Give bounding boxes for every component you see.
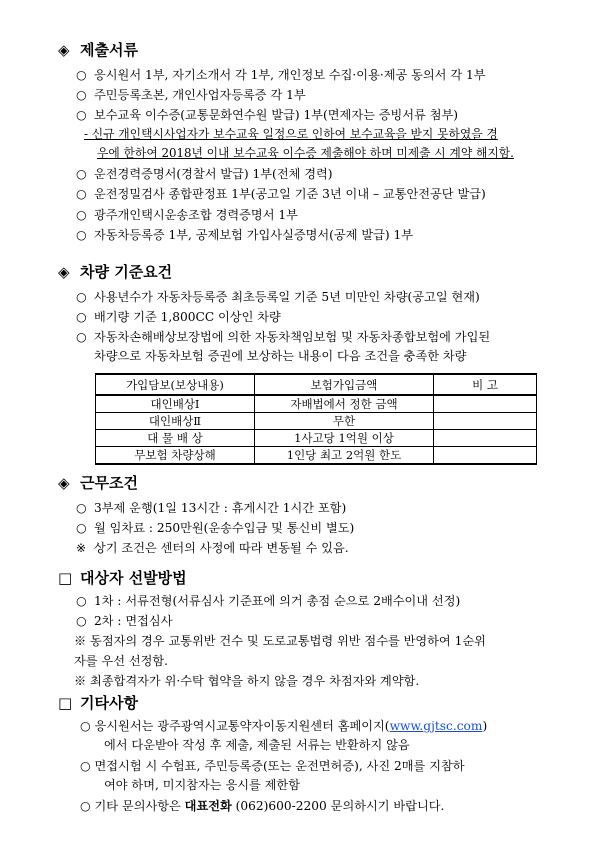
phone-label: 대표전화 — [184, 799, 232, 813]
square-marker-icon: □ — [58, 569, 73, 587]
table-cell: 대인배상Ⅰ — [96, 395, 255, 413]
notice-line: 우에 한하여 2018년 이내 보수교육 이수증 제출해야 하며 미제출 시 계약 해지함. — [97, 146, 514, 160]
section-title-work: ◈ 근무조건 — [58, 474, 138, 492]
insurance-table — [95, 373, 537, 465]
square-marker-icon: □ — [58, 694, 73, 712]
list-item-continuation: 에서 다운받아 작성 후 제출, 제출된 서류는 반환하지 않음 — [104, 738, 410, 752]
list-item: ○ 자동차등록증 1부, 공제보험 가입사실증명서(공제 발급) 1부 — [76, 228, 414, 242]
list-item: ○ 응시원서는 광주광역시교통약자이동지원센터 홈페이지(www.gjtsc.com) — [80, 719, 488, 733]
list-item: ○ 광주개인택시운송조합 경력증명서 1부 — [76, 208, 298, 222]
table-cell: 1사고당 1억원 이상 — [255, 430, 434, 447]
list-item: ○ 기타 문의사항은 대표전화 (062)600-2200 문의하시기 바랍니다. — [80, 799, 445, 813]
list-item: ○ 주민등록초본, 개인사업자등록증 각 1부 — [76, 88, 306, 102]
table-row — [96, 430, 537, 447]
diamond-marker-icon: ◈ — [58, 263, 70, 281]
table-header-cell: 보험가입금액 — [255, 374, 434, 395]
list-item: ○ 1차 : 서류전형(서류심사 기준표에 의거 총점 순으로 2배수이내 선정) — [76, 594, 461, 608]
homepage-link[interactable]: www.gjtsc.com — [389, 719, 483, 733]
section-title-documents: ◈ 제출서류 — [58, 41, 138, 59]
section-title-selection: □ 대상자 선발방법 — [58, 569, 187, 587]
notice-line: - 신규 개인택시사업자가 보수교육 일정으로 인하여 보수교육을 받지 못하였을 경 — [84, 127, 498, 141]
table-header-cell: 가입담보(보상내용) — [96, 374, 255, 395]
table-cell — [434, 413, 537, 430]
list-item: ○ 응시원서 1부, 자기소개서 각 1부, 개인정보 수집·이용·제공 동의서 각 1부 — [76, 68, 486, 82]
list-item: ○ 운전경력증명서(경찰서 발급) 1부(전체 경력) — [76, 167, 333, 181]
list-item: ○ 3부제 운행(1일 13시간 : 휴게시간 1시간 포함) — [76, 501, 347, 515]
table-cell — [434, 447, 537, 465]
table-row — [96, 447, 537, 465]
list-item: ※ 상기 조건은 센터의 사정에 따라 변동될 수 있음. — [76, 541, 349, 555]
list-item: ○ 운전정밀검사 종합판정표 1부(공고일 기준 3년 이내 – 교통안전공단 발급) — [76, 187, 486, 201]
diamond-marker-icon: ◈ — [58, 41, 70, 59]
section-title-vehicle: ◈ 차량 기준요건 — [58, 263, 173, 281]
table-cell: 1인당 최고 2억원 한도 — [255, 447, 434, 465]
table-cell: 자배법에서 정한 금액 — [255, 395, 434, 413]
list-item: ○ 면접시험 시 수험표, 주민등록증(또는 운전면허증), 사진 2매를 지참하 — [80, 759, 465, 773]
table-cell: 대인배상Ⅱ — [96, 413, 255, 430]
note-line: ※ 동점자의 경우 교통위반 건수 및 도로교통법령 위반 점수를 반영하여 1순위 — [74, 634, 486, 648]
list-item: ○ 사용년수가 자동차등록증 최초등록일 기준 5년 미만인 차량(공고일 현재) — [76, 290, 480, 304]
table-cell — [434, 395, 537, 413]
table-cell: 무한 — [255, 413, 434, 430]
list-item: ○ 보수교육 이수증(교통문화연수원 발급) 1부(면제자는 증빙서류 첨부) — [76, 108, 459, 122]
diamond-marker-icon: ◈ — [58, 474, 70, 492]
table-header-cell: 비 고 — [434, 374, 537, 395]
section-title-other: □ 기타사항 — [58, 694, 138, 712]
list-item-continuation: 여야 하며, 미지참자는 응시를 제한함 — [104, 778, 300, 792]
table-row — [96, 395, 537, 413]
table-row — [96, 413, 537, 430]
list-item: ○ 배기량 기준 1,800CC 이상인 차량 — [76, 310, 281, 324]
list-item: ○ 2차 : 면접심사 — [76, 614, 173, 628]
table-cell: 대 물 배 상 — [96, 430, 255, 447]
list-item: ○ 월 임차료 : 250만원(운송수입금 및 통신비 별도) — [76, 521, 355, 535]
table-cell — [434, 430, 537, 447]
note-line: ※ 최종합격자가 위·수탁 협약을 하지 않을 경우 차점자와 계약함. — [74, 674, 420, 688]
list-item: ○ 자동차손해배상보장법에 의한 자동차책임보험 및 자동차종합보험에 가입된 — [76, 330, 491, 344]
table-cell: 무보험 차량상해 — [96, 447, 255, 465]
list-item-continuation: 차량으로 자동차보험 증권에 보상하는 내용이 다음 조건을 충족한 차량 — [94, 349, 467, 363]
table-header-row — [96, 374, 537, 395]
note-line: 자를 우선 선정함. — [74, 654, 169, 668]
